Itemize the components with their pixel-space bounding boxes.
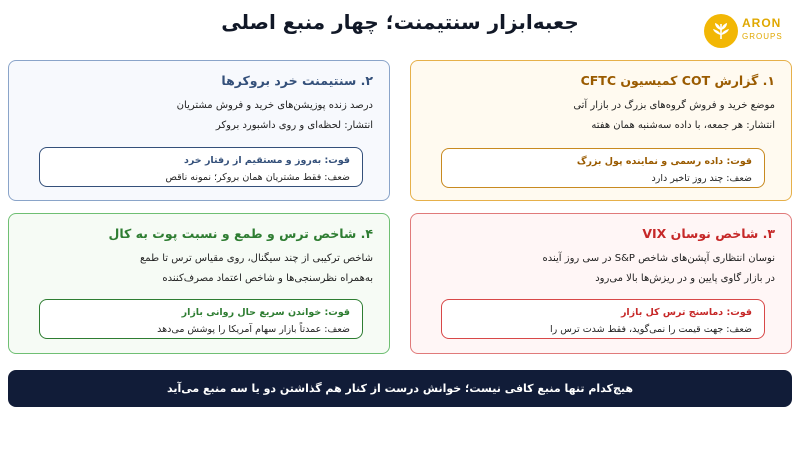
pros-cons-box <box>39 299 363 339</box>
leaf-icon <box>704 14 738 48</box>
page-title: جعبه‌ابزار سنتیمنت؛ چهار منبع اصلی <box>221 10 579 34</box>
weakness-text: ضعف: چند روز تاخیر دارد <box>651 173 752 184</box>
logo-name: ARON <box>742 16 782 30</box>
card-title: ۱. گزارش COT کمیسیون CFTC <box>580 73 775 88</box>
strength-text: قوت: دماسنج ترس کل بازار <box>620 307 752 318</box>
card-description: موضع خرید و فروش گروه‌های بزرگ در بازار آتی <box>573 100 775 111</box>
pros-cons-box <box>441 299 765 339</box>
card-publication: انتشار: لحظه‌ای و روی داشبورد بروکر <box>215 120 373 131</box>
card-fear-greed-index <box>8 213 390 354</box>
card-extra: به‌همراه نظرسنجی‌ها و شاخص اعتماد مصرف‌کننده <box>162 273 373 284</box>
card-description: شاخص ترکیبی از چند سیگنال، روی مقیاس ترس تا طمع <box>139 253 373 264</box>
card-title: ۲. سنتیمنت خرد بروکرها <box>221 73 373 88</box>
weakness-text: ضعف: عمدتاً بازار سهام آمریکا را پوشش می‌دهد <box>157 324 350 335</box>
strength-text: قوت: خواندن سریع حال روانی بازار <box>181 307 350 318</box>
card-broker-sentiment <box>8 60 390 201</box>
weakness-text: ضعف: فقط مشتریان همان بروکر؛ نمونه ناقص <box>165 172 350 183</box>
card-description: درصد زنده پوزیشن‌های خرید و فروش مشتریان <box>176 100 373 111</box>
card-behavior: در بازار گاوی پایین و در ریزش‌ها بالا می‌رود <box>595 273 775 284</box>
card-cot-report <box>410 60 792 201</box>
card-description: نوسان انتظاری آپشن‌های شاخص S&P در سی روز آینده <box>542 253 775 264</box>
weakness-text: ضعف: جهت قیمت را نمی‌گوید، فقط شدت ترس را <box>549 324 752 335</box>
brand-logo <box>700 10 790 52</box>
footer-note: هیچ‌کدام تنها منبع کافی نیست؛ خوانش درست از کنار هم گذاشتن دو یا سه منبع می‌آید <box>8 370 792 407</box>
card-vix-index <box>410 213 792 354</box>
pros-cons-box <box>39 147 363 187</box>
card-title: ۳. شاخص نوسان VIX <box>642 226 775 241</box>
card-publication: انتشار: هر جمعه، با داده سه‌شنبه همان هفته <box>591 120 775 131</box>
strength-text: قوت: به‌روز و مستقیم از رفتار خرد <box>184 155 350 166</box>
strength-text: قوت: داده رسمی و نماینده پول بزرگ <box>576 156 752 167</box>
pros-cons-box <box>441 148 765 188</box>
logo-subtitle: GROUPS <box>742 32 783 41</box>
card-title: ۴. شاخص ترس و طمع و نسبت پوت به کال <box>108 226 373 241</box>
